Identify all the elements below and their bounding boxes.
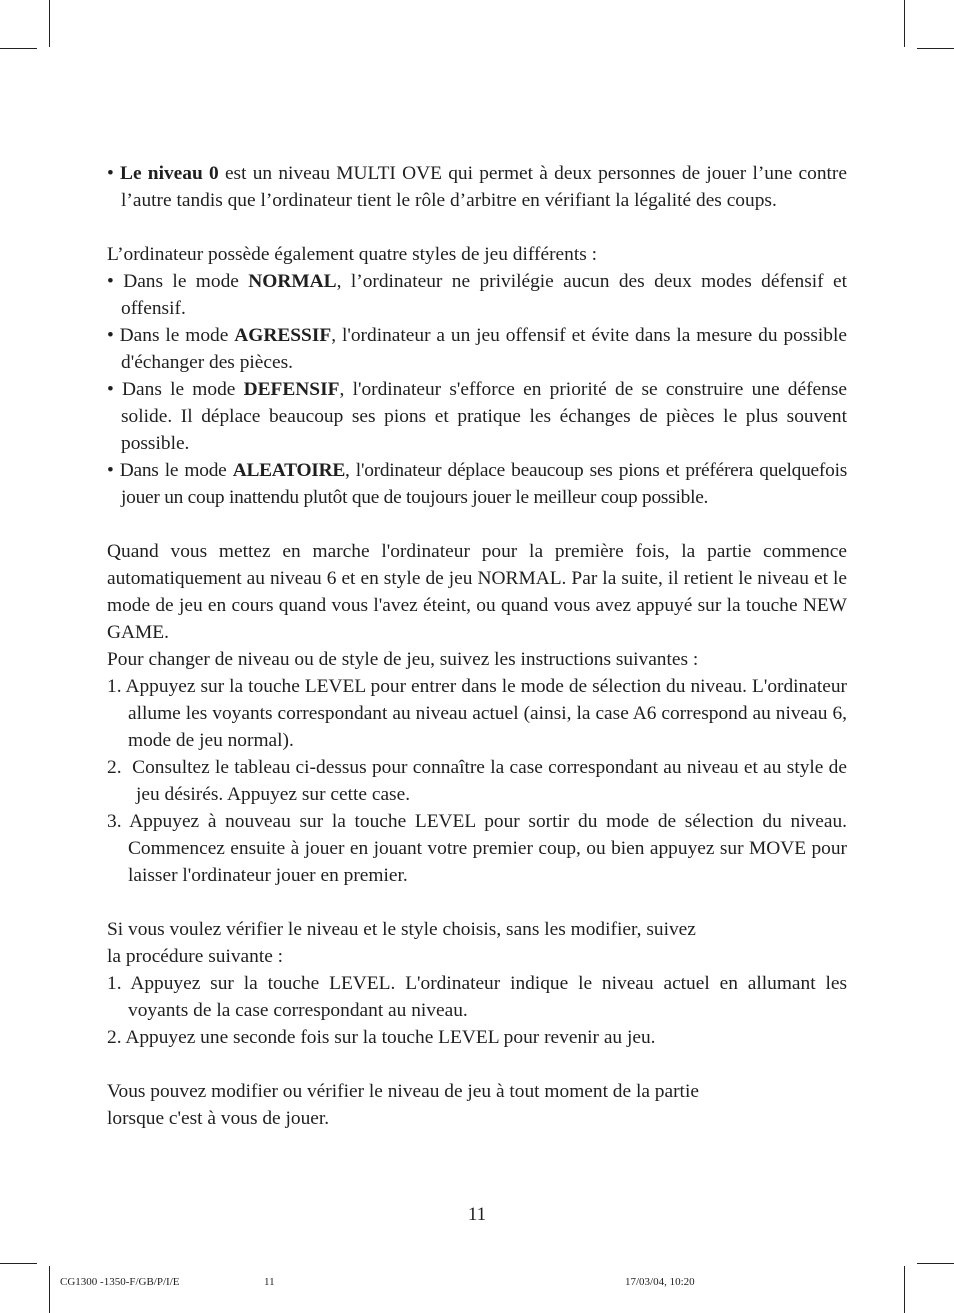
page-number: 11 <box>467 1204 487 1225</box>
styles-heading: L’ordinateur possède également quatre styles de jeu différents : <box>107 244 597 265</box>
style-mode-name: ALEATOIRE <box>232 460 346 481</box>
verify-line-2: la procédure suivante : <box>107 946 284 967</box>
crop-mark-bottom-left-horizontal <box>0 1263 37 1264</box>
style-item-agressif: • Dans le mode AGRESSIF, l'ordinateur a un jeu offensif et évite dans la mesure du possible d'échanger des pièces. <box>107 325 848 373</box>
change-step-2: 2. Consultez le tableau ci-dessus pour connaître la case correspondant au niveau et au style de jeu désirés. Appuyez sur cette case. <box>107 757 847 805</box>
change-step-3: 3. Appuyez à nouveau sur la touche LEVEL pour sortir du mode de sélection du niveau. Commencez ensuite à jouer en jouant votre premier coup, ou bien appuyez sur MOVE pour laisser l'ordinateur jouer en premier. <box>107 811 847 886</box>
level-0-bullet: • Le niveau 0 est un niveau MULTI OVE qui permet à deux personnes de jouer l’une contre l’autre tandis que l’ordinateur tient le rôle d’arbitre en vérifiant la légalité des coups. <box>107 163 847 211</box>
closing-line-2: lorsque c'est à vous de jouer. <box>107 1108 330 1129</box>
crop-mark-bottom-right-vertical <box>904 1266 905 1313</box>
crop-mark-top-right-horizontal <box>917 48 954 49</box>
body-text <box>107 160 847 1132</box>
crop-mark-top-left-horizontal <box>0 48 37 49</box>
verify-line-1: Si vous voulez vérifier le niveau et le style choisis, sans les modifier, suivez <box>107 919 696 940</box>
crop-mark-bottom-left-vertical <box>49 1266 50 1313</box>
crop-mark-top-left-vertical <box>49 0 50 47</box>
style-item-aleatoire: • Dans le mode ALEATOIRE, l'ordinateur déplace beaucoup ses pions et préférera quelquefois jouer un coup inattendu plutôt que de toujours jouer le meilleur coup possible. <box>107 460 847 508</box>
style-mode-name: NORMAL <box>248 271 337 292</box>
verify-step-1: 1. Appuyez sur la touche LEVEL. L'ordinateur indique le niveau actuel en allumant les voyants de la case correspondant au niveau. <box>107 973 847 1021</box>
verify-step-2: 2. Appuyez une seconde fois sur la touche LEVEL pour revenir au jeu. <box>107 1027 656 1048</box>
style-item-defensif: • Dans le mode DEFENSIF, l'ordinateur s'efforce en priorité de se construire une défense solide. Il déplace beaucoup ses pions et pratique les échanges de pièces le plus souvent possible. <box>107 379 848 454</box>
closing-line-1: Vous pouvez modifier ou vérifier le niveau de jeu à tout moment de la partie <box>107 1081 699 1102</box>
crop-mark-top-right-vertical <box>904 0 905 47</box>
change-step-1: 1. Appuyez sur la touche LEVEL pour entrer dans le mode de sélection du niveau. L'ordinateur allume les voyants correspondant au niveau actuel (ainsi, la case A6 correspond au niveau 6, mode de jeu normal). <box>107 676 847 751</box>
footer-code: CG1300 -1350-F/GB/P/I/E <box>60 1276 180 1288</box>
style-mode-name: DEFENSIF <box>243 379 340 400</box>
footer-page: 11 <box>264 1276 275 1288</box>
change-heading: Pour changer de niveau ou de style de jeu, suivez les instructions suivantes : <box>107 649 699 670</box>
crop-mark-bottom-right-horizontal <box>917 1263 954 1264</box>
style-mode-name: AGRESSIF <box>234 325 332 346</box>
level-0-description: est un niveau MULTI OVE qui permet à deux personnes de jouer l’une contre l’autre tandis que l’ordinateur tient le rôle d’arbitre en vérifiant la légalité des coups. <box>121 163 847 211</box>
startup-paragraph: Quand vous mettez en marche l'ordinateur pour la première fois, la partie commence automatiquement au niveau 6 et en style de jeu NORMAL. Par la suite, il retient le niveau et le mode de jeu en cours quand vous l'avez éteint, ou quand vous avez appuyé sur la touche NEW GAME. <box>107 541 847 643</box>
level-0-label: Le niveau 0 <box>120 163 219 184</box>
style-item-normal: • Dans le mode NORMAL, l’ordinateur ne privilégie aucun des deux modes défensif et offensif. <box>107 271 847 319</box>
footer-date: 17/03/04, 10:20 <box>625 1276 695 1288</box>
